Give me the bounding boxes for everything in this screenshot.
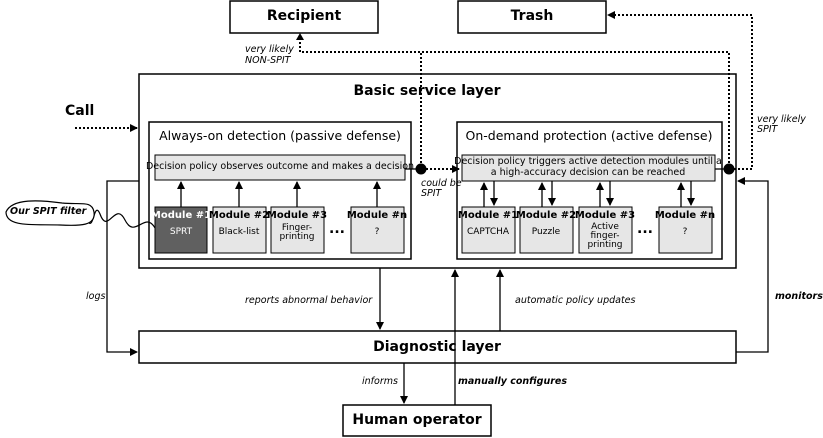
module-desc: Active finger- printing xyxy=(587,221,623,250)
diagnostic-layer-title: Diagnostic layer xyxy=(373,339,501,355)
logs-label: logs xyxy=(86,291,106,302)
module-desc: CAPTCHA xyxy=(466,226,510,237)
module-title: Module #1 xyxy=(457,210,519,221)
active-module-3-label xyxy=(575,211,635,250)
module-title: Module #2 xyxy=(515,210,577,221)
active-decision-node xyxy=(724,164,735,175)
active-policy-text-1: Decision policy triggers active detection modules until a xyxy=(454,156,722,167)
module-title: Module #3 xyxy=(266,210,328,221)
passive-decision-node xyxy=(416,164,427,175)
human-operator-label: Human operator xyxy=(352,412,482,428)
informs-label: informs xyxy=(362,376,398,387)
module-title: Module #n xyxy=(654,210,716,221)
could-be-label-2: SPIT xyxy=(421,188,442,199)
module-title: Module #n xyxy=(346,210,408,221)
active-module-2-label xyxy=(516,211,576,237)
non-spit-label-2: NON-SPIT xyxy=(245,55,291,66)
passive-module-3-label xyxy=(267,211,327,242)
passive-policy-text: Decision policy observes outcome and makes a decision xyxy=(145,161,415,172)
active-module-1-label xyxy=(458,211,518,237)
passive-panel-title: Always-on detection (passive defense) xyxy=(159,128,401,143)
could-be-label-1: could be xyxy=(421,178,462,189)
passive-ellipsis: ... xyxy=(329,221,345,237)
recipient-label: Recipient xyxy=(266,8,342,24)
non-spit-label-1: very likely xyxy=(245,44,294,55)
passive-module-2-label xyxy=(209,211,269,237)
spit-filter-label: Our SPIT filter xyxy=(10,206,87,217)
auto-updates-label: automatic policy updates xyxy=(515,295,636,306)
manually-configures-label: manually configures xyxy=(458,376,568,387)
module-desc: SPRT xyxy=(169,226,193,237)
module-desc: Puzzle xyxy=(531,226,561,237)
module-desc: Finger- printing xyxy=(279,222,315,242)
module-title: Module #2 xyxy=(208,210,270,221)
active-module-n-label xyxy=(655,211,715,237)
module-desc: ? xyxy=(682,226,688,237)
spit-label-2: SPIT xyxy=(757,124,778,135)
module-desc: ? xyxy=(374,226,380,237)
module-title: Module #1 xyxy=(150,210,212,221)
active-policy-text-2: a high-accuracy decision can be reached xyxy=(490,167,686,178)
spit-label-1: very likely xyxy=(757,114,806,125)
reports-label: reports abnormal behavior xyxy=(245,295,373,306)
active-ellipsis: ... xyxy=(637,221,653,237)
trash-label: Trash xyxy=(510,8,554,24)
call-label: Call xyxy=(65,103,95,119)
monitors-label: monitors xyxy=(775,291,823,302)
module-desc: Black-list xyxy=(218,226,260,237)
basic-service-layer-title: Basic service layer xyxy=(353,83,501,99)
module-title: Module #3 xyxy=(574,210,636,221)
passive-module-1-label xyxy=(151,211,211,237)
active-panel-title: On-demand protection (active defense) xyxy=(465,128,713,143)
passive-module-n-label xyxy=(347,211,407,237)
